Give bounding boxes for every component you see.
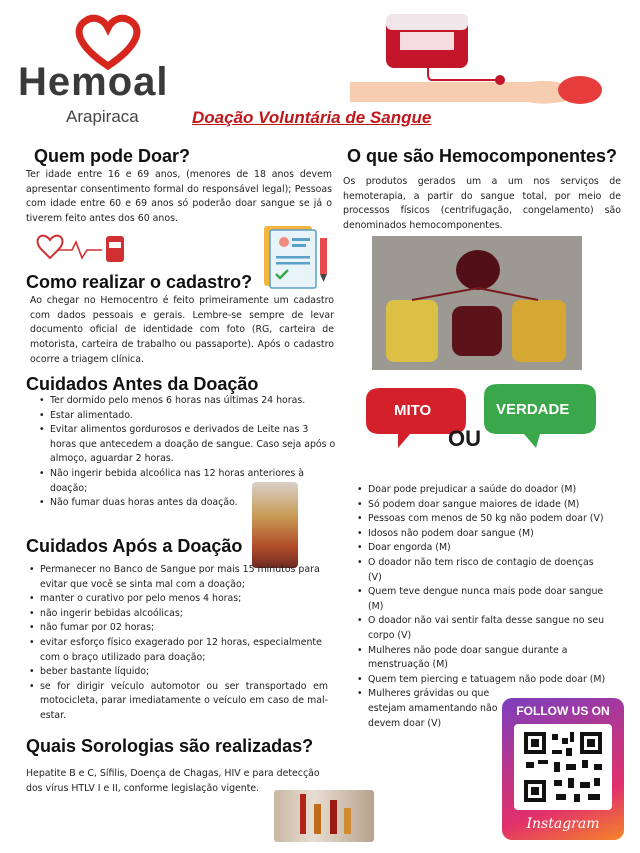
cadastro-text: Ao chegar no Hemocentro é feito primeiramente um cadastro com dados pessoais e gerais. Lembre-se sempre de levar documento oficial de identidade com foto (RG, carteira de motorista, carteira de trabalho ou passaporte). Após o cadastro ocorre a triagem clínica. — [30, 295, 334, 365]
mito-verdade-list — [354, 483, 616, 731]
qr-code[interactable] — [514, 724, 612, 810]
blood-bag-photo — [252, 482, 298, 568]
list-item: • O doador não vai sentir falta desse sangue no seu corpo (V) — [354, 614, 616, 643]
logo-name: Hemoal — [18, 60, 169, 104]
instagram-card[interactable] — [502, 698, 624, 840]
list-item: • O doador não tem risco de contagio de doenças (V) — [354, 556, 606, 585]
hemoal-logo — [18, 14, 198, 126]
list-item: • Permanecer no Banco de Sangue por mais 15 minutos para evitar que você se sinta mal com a doação; — [26, 563, 328, 592]
hemocomponentes-heading: O que são Hemocomponentes? — [347, 146, 618, 166]
mito-label: MITO — [394, 402, 432, 419]
list-item: • Doar pode prejudicar a saúde do doador (M) — [354, 483, 616, 498]
list-item: • Não fumar duas horas antes da doação. — [36, 496, 336, 511]
logo-city: Arapiraca — [66, 107, 139, 126]
main-title: Doação Voluntária de Sangue — [192, 108, 432, 127]
mito-verdade-banner — [360, 382, 600, 462]
blood-donation-illustration — [340, 10, 620, 110]
hemocomponentes-text: Os produtos gerados um a um nos serviços de hemoterapia, a partir do sangue total, por meio de processos físicos (centrifugação, congelamento) são denominados hemocomponentes. — [343, 176, 621, 232]
document-form-icon — [262, 224, 334, 290]
sorologias-text: Hepatite B e C, Sífilis, Doença de Chagas, HIV e para detecção dos vírus HTLV I e II, conforme legislação vigente. — [26, 768, 320, 794]
cadastro-heading: Como realizar o cadastro? — [26, 272, 253, 292]
quem-pode-heading: Quem pode Doar? — [34, 146, 191, 166]
list-item: • Não ingerir bebida alcoólica nas 12 horas anteriores à doação; — [36, 467, 320, 496]
antes-heading: Cuidados Antes da Doação — [26, 374, 259, 394]
qr-code-icon — [514, 724, 612, 810]
instagram-label[interactable]: Instagram — [526, 816, 600, 832]
list-item: • Quem tem piercing e tatuagem não pode doar (M) — [354, 673, 616, 688]
list-item: • Mulheres não pode doar sangue durante a menstruação (M) — [354, 644, 596, 673]
list-item: • Pessoas com menos de 50 kg não podem doar (V) — [354, 512, 616, 527]
list-item: • não fumar por 02 horas; — [26, 621, 328, 636]
heartbeat-bloodbag-icon — [32, 230, 132, 268]
apos-list — [26, 563, 328, 724]
ou-label: OU — [448, 426, 481, 451]
apos-heading: Cuidados Após a Doação — [26, 536, 243, 556]
quem-pode-text: Ter idade entre 16 e 69 anos, (menores de 18 anos devem apresentar consentimento formal do responsável legal); Pessoas com idade entre 60 e 69 anos só poderão doar sangue se já o tiverem feito antes dos 60 anos. — [26, 169, 332, 225]
list-item: • evitar esforço físico exagerado por 12 horas, especialmente com o braço utilizado para doação; — [26, 636, 328, 665]
sorologias-heading: Quais Sorologias são realizadas? — [26, 736, 314, 756]
verdade-label: VERDADE — [496, 401, 570, 418]
list-item: • se for dirigir veículo automotor ou ser transportado em motocicleta, parar imediatamente o veículo em caso de mal-estar. — [26, 680, 328, 724]
list-item: • Idosos não podem doar sangue (M) — [354, 527, 616, 542]
list-item: • manter o curativo por pelo menos 4 horas; — [26, 592, 328, 607]
test-tubes-icon — [274, 790, 374, 842]
list-item: • Ter dormido pelo menos 6 horas nas últimas 24 horas. — [36, 394, 336, 409]
list-item: • Quem teve dengue nunca mais pode doar sangue (M) — [354, 585, 616, 614]
blood-products-photo — [372, 236, 582, 370]
list-item: • beber bastante líquido; — [26, 665, 328, 680]
list-item: • Evitar alimentos gordurosos e derivados de Leite nas 3 horas que antecedem a doação de sangue. Caso seja após o almoço, aguardar 2 horas. — [36, 423, 336, 467]
list-item: • Doar engorda (M) — [354, 541, 616, 556]
list-item: • Só podem doar sangue maiores de idade (M) — [354, 498, 616, 513]
list-item: • Mulheres grávidas ou que estejam amamentando não devem doar (V) — [354, 687, 518, 731]
list-item: • não ingerir bebidas alcoólicas; — [26, 607, 328, 622]
list-item: • Estar alimentado. — [36, 409, 336, 424]
follow-us-label: FOLLOW US ON — [516, 704, 610, 718]
